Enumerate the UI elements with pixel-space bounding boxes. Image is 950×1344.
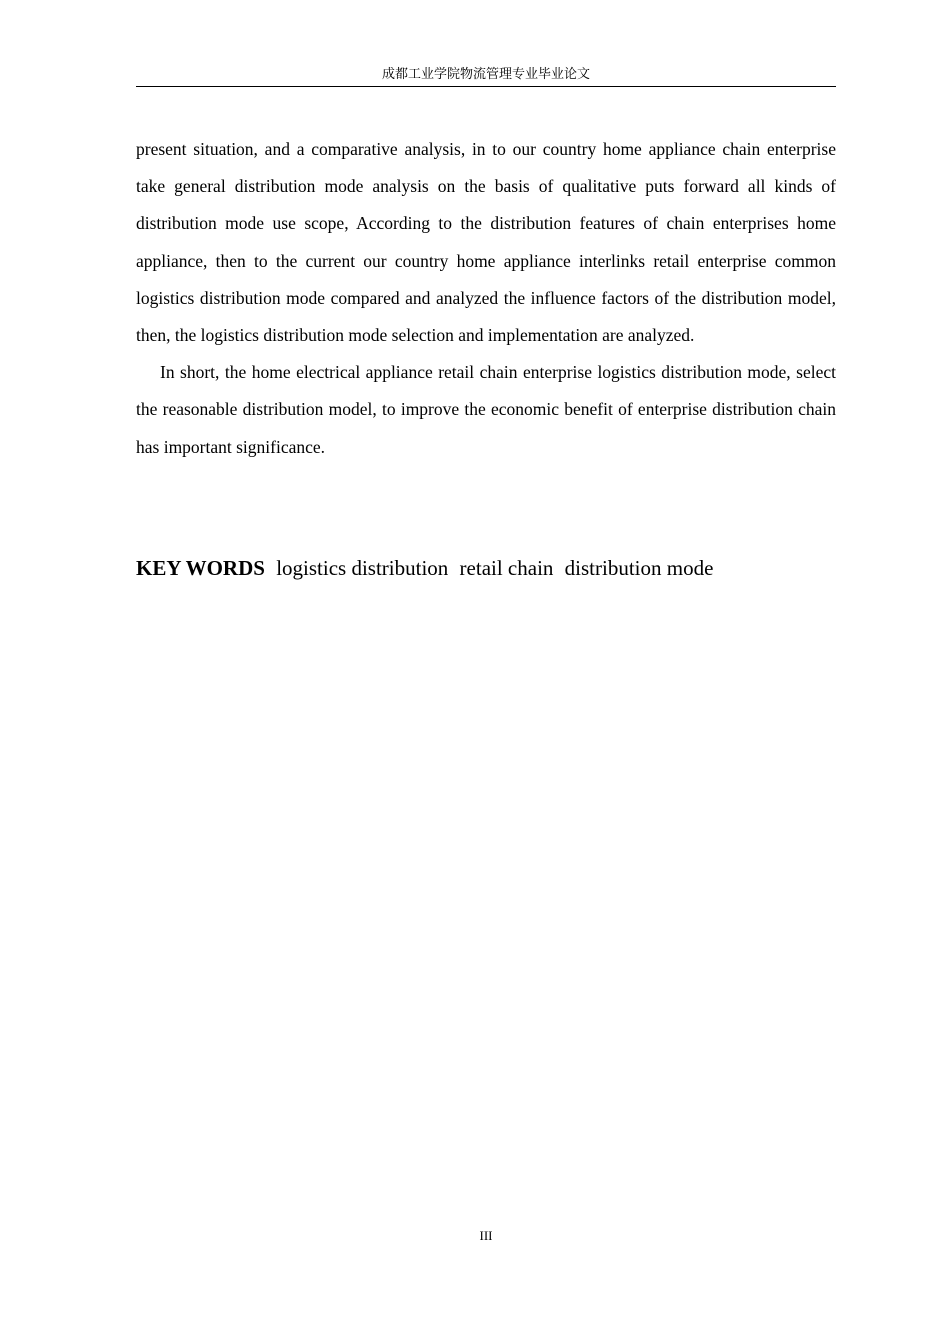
- page-header: [136, 64, 836, 87]
- keywords-label: KEY WORDS: [136, 556, 265, 580]
- abstract-body: [136, 131, 836, 466]
- keywords-line: [136, 553, 836, 583]
- keyword-item: retail chain: [459, 556, 554, 580]
- abstract-paragraph: In short, the home electrical appliance retail chain enterprise logistics distribution mode, select the reasonable distribution model, to improve the economic benefit of enterprise distribution chain has important significance.: [136, 362, 836, 457]
- abstract-paragraph: present situation, and a comparative analysis, in to our country home appliance chain enterprise take general distribution mode analysis on the basis of qualitative puts forward all kinds of distribution mode use scope, According to the distribution features of chain enterprises home appliance, then to the current our country home appliance interlinks retail enterprise common logistics distribution mode compared and analyzed the influence factors of the distribution model, then, the logistics distribution mode selection and implementation are analyzed.: [136, 139, 836, 346]
- keyword-item: distribution mode: [564, 556, 714, 580]
- page-number: III: [479, 1228, 493, 1243]
- header-title: 成都工业学院物流管理专业毕业论文: [381, 66, 590, 81]
- keyword-item: logistics distribution: [276, 556, 449, 580]
